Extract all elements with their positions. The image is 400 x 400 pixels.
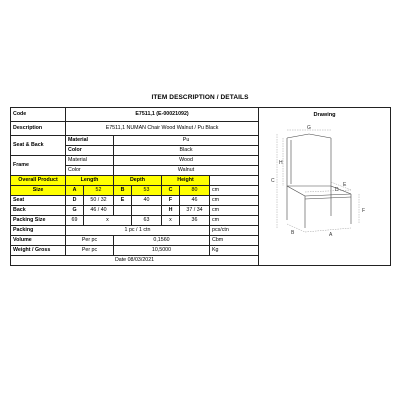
description-value: E7511,1 NUMAN Chair Wood Walnut / Pu Black <box>66 122 259 136</box>
drawing-title: Drawing <box>313 112 336 118</box>
back-length-key: G <box>66 206 84 216</box>
depth-header: Depth <box>114 176 162 186</box>
size-depth-value: 53 <box>132 186 162 196</box>
dim-line-a <box>305 228 351 232</box>
height-header: Height <box>162 176 210 186</box>
packing-value: 1 pc / 1 ctn <box>66 226 210 236</box>
volume-label: Volume <box>11 236 66 246</box>
seat-length-key: D <box>66 196 84 206</box>
back-depth-key <box>114 206 132 216</box>
seat-back-color-label: Color <box>66 146 114 156</box>
seat-height-key: F <box>162 196 180 206</box>
weight-label: Weight / Gross <box>11 246 66 256</box>
chair-back-top-2 <box>309 134 331 138</box>
chair-seat-front-edge <box>305 194 351 196</box>
volume-per: Per pc <box>66 236 114 246</box>
back-unit: cm <box>210 206 259 216</box>
packing-size-v2: 63 <box>132 216 162 226</box>
back-depth-value <box>132 206 162 216</box>
chair-seat-front-rail <box>305 197 351 199</box>
frame-material-value: Wood <box>114 156 259 166</box>
frame-color-label: Color <box>66 166 114 176</box>
seat-label: Seat <box>11 196 66 206</box>
label-g: G <box>306 124 311 131</box>
packing-size-x1: x <box>84 216 132 226</box>
frame-label: Frame <box>11 156 66 176</box>
label-b: B <box>290 229 294 236</box>
seat-depth-key: E <box>114 196 132 206</box>
size-height-key: C <box>162 186 180 196</box>
label-h: H <box>278 159 283 166</box>
size-depth-key: B <box>114 186 132 196</box>
packing-size-label: Packing Size <box>11 216 66 226</box>
chair-drawing <box>265 122 385 242</box>
overall-product-header: Overall Product <box>11 176 66 186</box>
seat-unit: cm <box>210 196 259 206</box>
unit-header <box>210 176 259 186</box>
spec-table <box>10 107 391 266</box>
seat-length-value: 50 / 32 <box>84 196 114 206</box>
dim-line-b <box>287 224 305 232</box>
frame-color-value: Walnut <box>114 166 259 176</box>
length-header: Length <box>66 176 114 186</box>
label-e: E <box>342 181 346 188</box>
date-value: Date 08/03/2021 <box>11 256 259 266</box>
weight-unit: Kg <box>210 246 259 256</box>
size-length-key: A <box>66 186 84 196</box>
volume-unit: Cbm <box>210 236 259 246</box>
dim-line-e <box>331 182 351 190</box>
size-length-value: 52 <box>84 186 114 196</box>
seat-back-material-label: Material <box>66 136 114 146</box>
chair-seat-left-edge <box>287 186 305 196</box>
label-f: F <box>361 207 365 214</box>
packing-size-unit: cm <box>210 216 259 226</box>
back-height-key: H <box>162 206 180 216</box>
label-d: D <box>334 186 339 193</box>
label-a: A <box>328 231 332 238</box>
label-c: C <box>270 177 275 184</box>
frame-material-label: Material <box>66 156 114 166</box>
size-height-value: 80 <box>180 186 210 196</box>
packing-unit: pcs/ctn <box>210 226 259 236</box>
weight-value: 10,5000 <box>114 246 210 256</box>
size-unit: cm <box>210 186 259 196</box>
code-value: E7511,1 (E-00021092) <box>66 108 259 122</box>
back-label: Back <box>11 206 66 216</box>
row-code <box>11 108 391 122</box>
packing-size-v3: 36 <box>180 216 210 226</box>
packing-size-x2: x <box>162 216 180 226</box>
chair-back-top <box>287 134 309 138</box>
back-length-value: 46 / 40 <box>84 206 114 216</box>
seat-back-label: Seat & Back <box>11 136 66 156</box>
volume-value: 0,1560 <box>114 236 210 246</box>
packing-size-v1: 69 <box>66 216 84 226</box>
size-label: Size <box>11 186 66 196</box>
code-label: Code <box>11 108 66 122</box>
seat-height-value: 46 <box>180 196 210 206</box>
seat-back-color-value: Black <box>114 146 259 156</box>
seat-depth-value: 40 <box>132 196 162 206</box>
description-label: Description <box>11 122 66 136</box>
back-height-value: 37 / 34 <box>180 206 210 216</box>
packing-label: Packing <box>11 226 66 236</box>
seat-back-material-value: Pu <box>114 136 259 146</box>
document-title: ITEM DESCRIPTION / DETAILS <box>151 94 249 101</box>
drawing-cell <box>259 108 391 266</box>
weight-per: Per pc <box>66 246 114 256</box>
